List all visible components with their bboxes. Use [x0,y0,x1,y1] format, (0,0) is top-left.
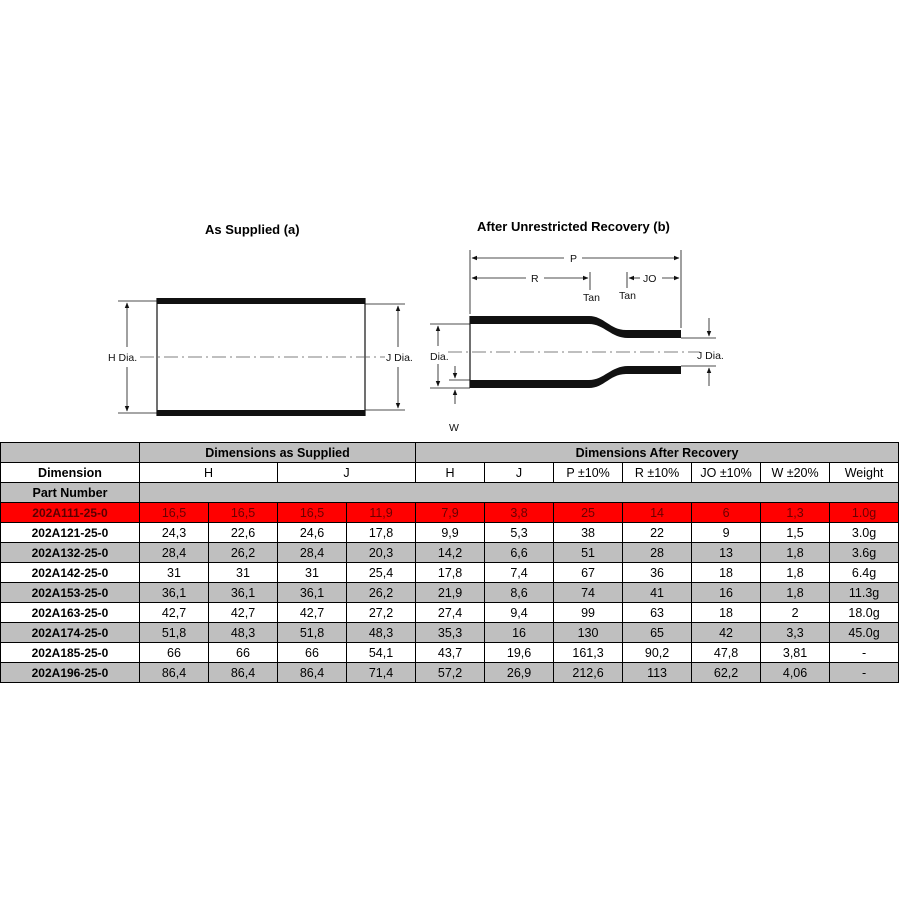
value-cell: 1.0g [830,503,899,523]
value-cell: 19,6 [485,643,554,663]
value-cell: 9 [692,523,761,543]
value-cell: 17,8 [347,523,416,543]
value-cell: 27,4 [416,603,485,623]
value-cell: 17,8 [416,563,485,583]
value-cell: 42 [692,623,761,643]
value-cell: 28 [623,543,692,563]
value-cell: 65 [623,623,692,643]
value-cell: 45.0g [830,623,899,643]
value-cell: 24,3 [140,523,209,543]
jo-label: JO [643,273,657,285]
dimensions-table [0,442,899,683]
sub-header-jo: JO ±10% [692,463,761,483]
value-cell: 1,3 [761,503,830,523]
value-cell: 3,81 [761,643,830,663]
jdia-label: J Dia. [697,350,724,362]
table-row [1,543,899,563]
value-cell: 2 [761,603,830,623]
part-number-cell: 202A185-25-0 [1,643,140,663]
value-cell: 3.0g [830,523,899,543]
supplied-tube-bottom-wall [157,410,365,416]
value-cell: 26,9 [485,663,554,683]
value-cell: 1,8 [761,583,830,603]
value-cell: 20,3 [347,543,416,563]
value-cell: 35,3 [416,623,485,643]
value-cell: 66 [278,643,347,663]
part-number-cell: 202A111-25-0 [1,503,140,523]
value-cell: 22,6 [209,523,278,543]
value-cell: 14,2 [416,543,485,563]
table-row [1,583,899,603]
value-cell: 86,4 [209,663,278,683]
value-cell: 113 [623,663,692,683]
value-cell: 3,3 [761,623,830,643]
value-cell: 38 [554,523,623,543]
dia-label: Dia. [430,351,449,363]
value-cell: 8,6 [485,583,554,603]
value-cell: 48,3 [347,623,416,643]
value-cell: 6,6 [485,543,554,563]
w-label: W [449,422,459,434]
recovered-tube-top-wall [470,316,681,338]
value-cell: 16,5 [278,503,347,523]
value-cell: 66 [209,643,278,663]
value-cell: 3,8 [485,503,554,523]
table-row [1,503,899,523]
value-cell: 14 [623,503,692,523]
h-dia-label: H Dia. [108,352,138,364]
value-cell: 54,1 [347,643,416,663]
value-cell: 48,3 [209,623,278,643]
value-cell: 4,06 [761,663,830,683]
group-supplied-header: Dimensions as Supplied [140,443,416,463]
value-cell: 16 [485,623,554,643]
corner-cell [1,443,140,463]
value-cell: 74 [554,583,623,603]
sub-header-w: W ±20% [761,463,830,483]
value-cell: 51,8 [140,623,209,643]
table-row [1,623,899,643]
recovered-tube-bottom-wall [470,366,681,388]
value-cell: 1,8 [761,543,830,563]
value-cell: 47,8 [692,643,761,663]
part-number-spacer [140,483,899,503]
value-cell: 51,8 [278,623,347,643]
sub-header-h-supplied: H [140,463,278,483]
value-cell: 16,5 [140,503,209,523]
value-cell: 6.4g [830,563,899,583]
value-cell: - [830,663,899,683]
value-cell: 18 [692,563,761,583]
value-cell: 161,3 [554,643,623,663]
sub-header-j-recovered: J [485,463,554,483]
technical-drawings [0,0,900,440]
supplied-caption: As Supplied (a) [205,222,300,237]
sub-header-p: P ±10% [554,463,623,483]
supplied-tube-drawing [108,298,413,416]
value-cell: 42,7 [278,603,347,623]
value-cell: 1,8 [761,563,830,583]
value-cell: 21,9 [416,583,485,603]
recovered-tube-drawing [430,250,724,434]
value-cell: 11,9 [347,503,416,523]
part-number-cell: 202A174-25-0 [1,623,140,643]
table-row [1,663,899,683]
part-number-header-row [1,483,899,503]
value-cell: - [830,643,899,663]
value-cell: 66 [140,643,209,663]
value-cell: 9,4 [485,603,554,623]
r-label: R [531,273,539,285]
value-cell: 62,2 [692,663,761,683]
value-cell: 7,9 [416,503,485,523]
value-cell: 18.0g [830,603,899,623]
j-dia-label: J Dia. [386,352,413,364]
recovered-caption: After Unrestricted Recovery (b) [477,219,670,234]
value-cell: 25 [554,503,623,523]
value-cell: 212,6 [554,663,623,683]
value-cell: 36,1 [209,583,278,603]
value-cell: 26,2 [347,583,416,603]
table-row [1,603,899,623]
value-cell: 86,4 [278,663,347,683]
table-row [1,563,899,583]
value-cell: 27,2 [347,603,416,623]
sub-header-row [1,463,899,483]
part-number-cell: 202A142-25-0 [1,563,140,583]
sub-header-j-supplied: J [278,463,416,483]
value-cell: 5,3 [485,523,554,543]
value-cell: 41 [623,583,692,603]
part-number-cell: 202A132-25-0 [1,543,140,563]
value-cell: 16,5 [209,503,278,523]
value-cell: 130 [554,623,623,643]
value-cell: 1,5 [761,523,830,543]
value-cell: 11.3g [830,583,899,603]
value-cell: 63 [623,603,692,623]
value-cell: 42,7 [209,603,278,623]
value-cell: 36,1 [140,583,209,603]
value-cell: 90,2 [623,643,692,663]
table-row [1,643,899,663]
value-cell: 31 [209,563,278,583]
value-cell: 71,4 [347,663,416,683]
value-cell: 86,4 [140,663,209,683]
value-cell: 26,2 [209,543,278,563]
value-cell: 31 [278,563,347,583]
part-number-cell: 202A196-25-0 [1,663,140,683]
value-cell: 51 [554,543,623,563]
value-cell: 28,4 [140,543,209,563]
p-label: P [570,253,578,265]
value-cell: 43,7 [416,643,485,663]
part-number-cell: 202A163-25-0 [1,603,140,623]
sub-header-weight: Weight [830,463,899,483]
group-header-row [1,443,899,463]
group-recovery-header: Dimensions After Recovery [416,443,899,463]
value-cell: 7,4 [485,563,554,583]
value-cell: 3.6g [830,543,899,563]
part-number-cell: 202A153-25-0 [1,583,140,603]
value-cell: 13 [692,543,761,563]
part-number-cell: 202A121-25-0 [1,523,140,543]
value-cell: 42,7 [140,603,209,623]
value-cell: 36,1 [278,583,347,603]
value-cell: 24,6 [278,523,347,543]
value-cell: 36 [623,563,692,583]
value-cell: 67 [554,563,623,583]
value-cell: 6 [692,503,761,523]
table-row [1,523,899,543]
value-cell: 99 [554,603,623,623]
value-cell: 28,4 [278,543,347,563]
value-cell: 9,9 [416,523,485,543]
sub-header-h-recovered: H [416,463,485,483]
value-cell: 25,4 [347,563,416,583]
value-cell: 16 [692,583,761,603]
part-number-label: Part Number [1,483,140,503]
sub-header-r: R ±10% [623,463,692,483]
dimension-label: Dimension [1,463,140,483]
value-cell: 31 [140,563,209,583]
tan-left-label: Tan [583,292,600,304]
value-cell: 22 [623,523,692,543]
value-cell: 18 [692,603,761,623]
supplied-tube-top-wall [157,298,365,304]
value-cell: 57,2 [416,663,485,683]
tan-right-label: Tan [619,290,636,302]
